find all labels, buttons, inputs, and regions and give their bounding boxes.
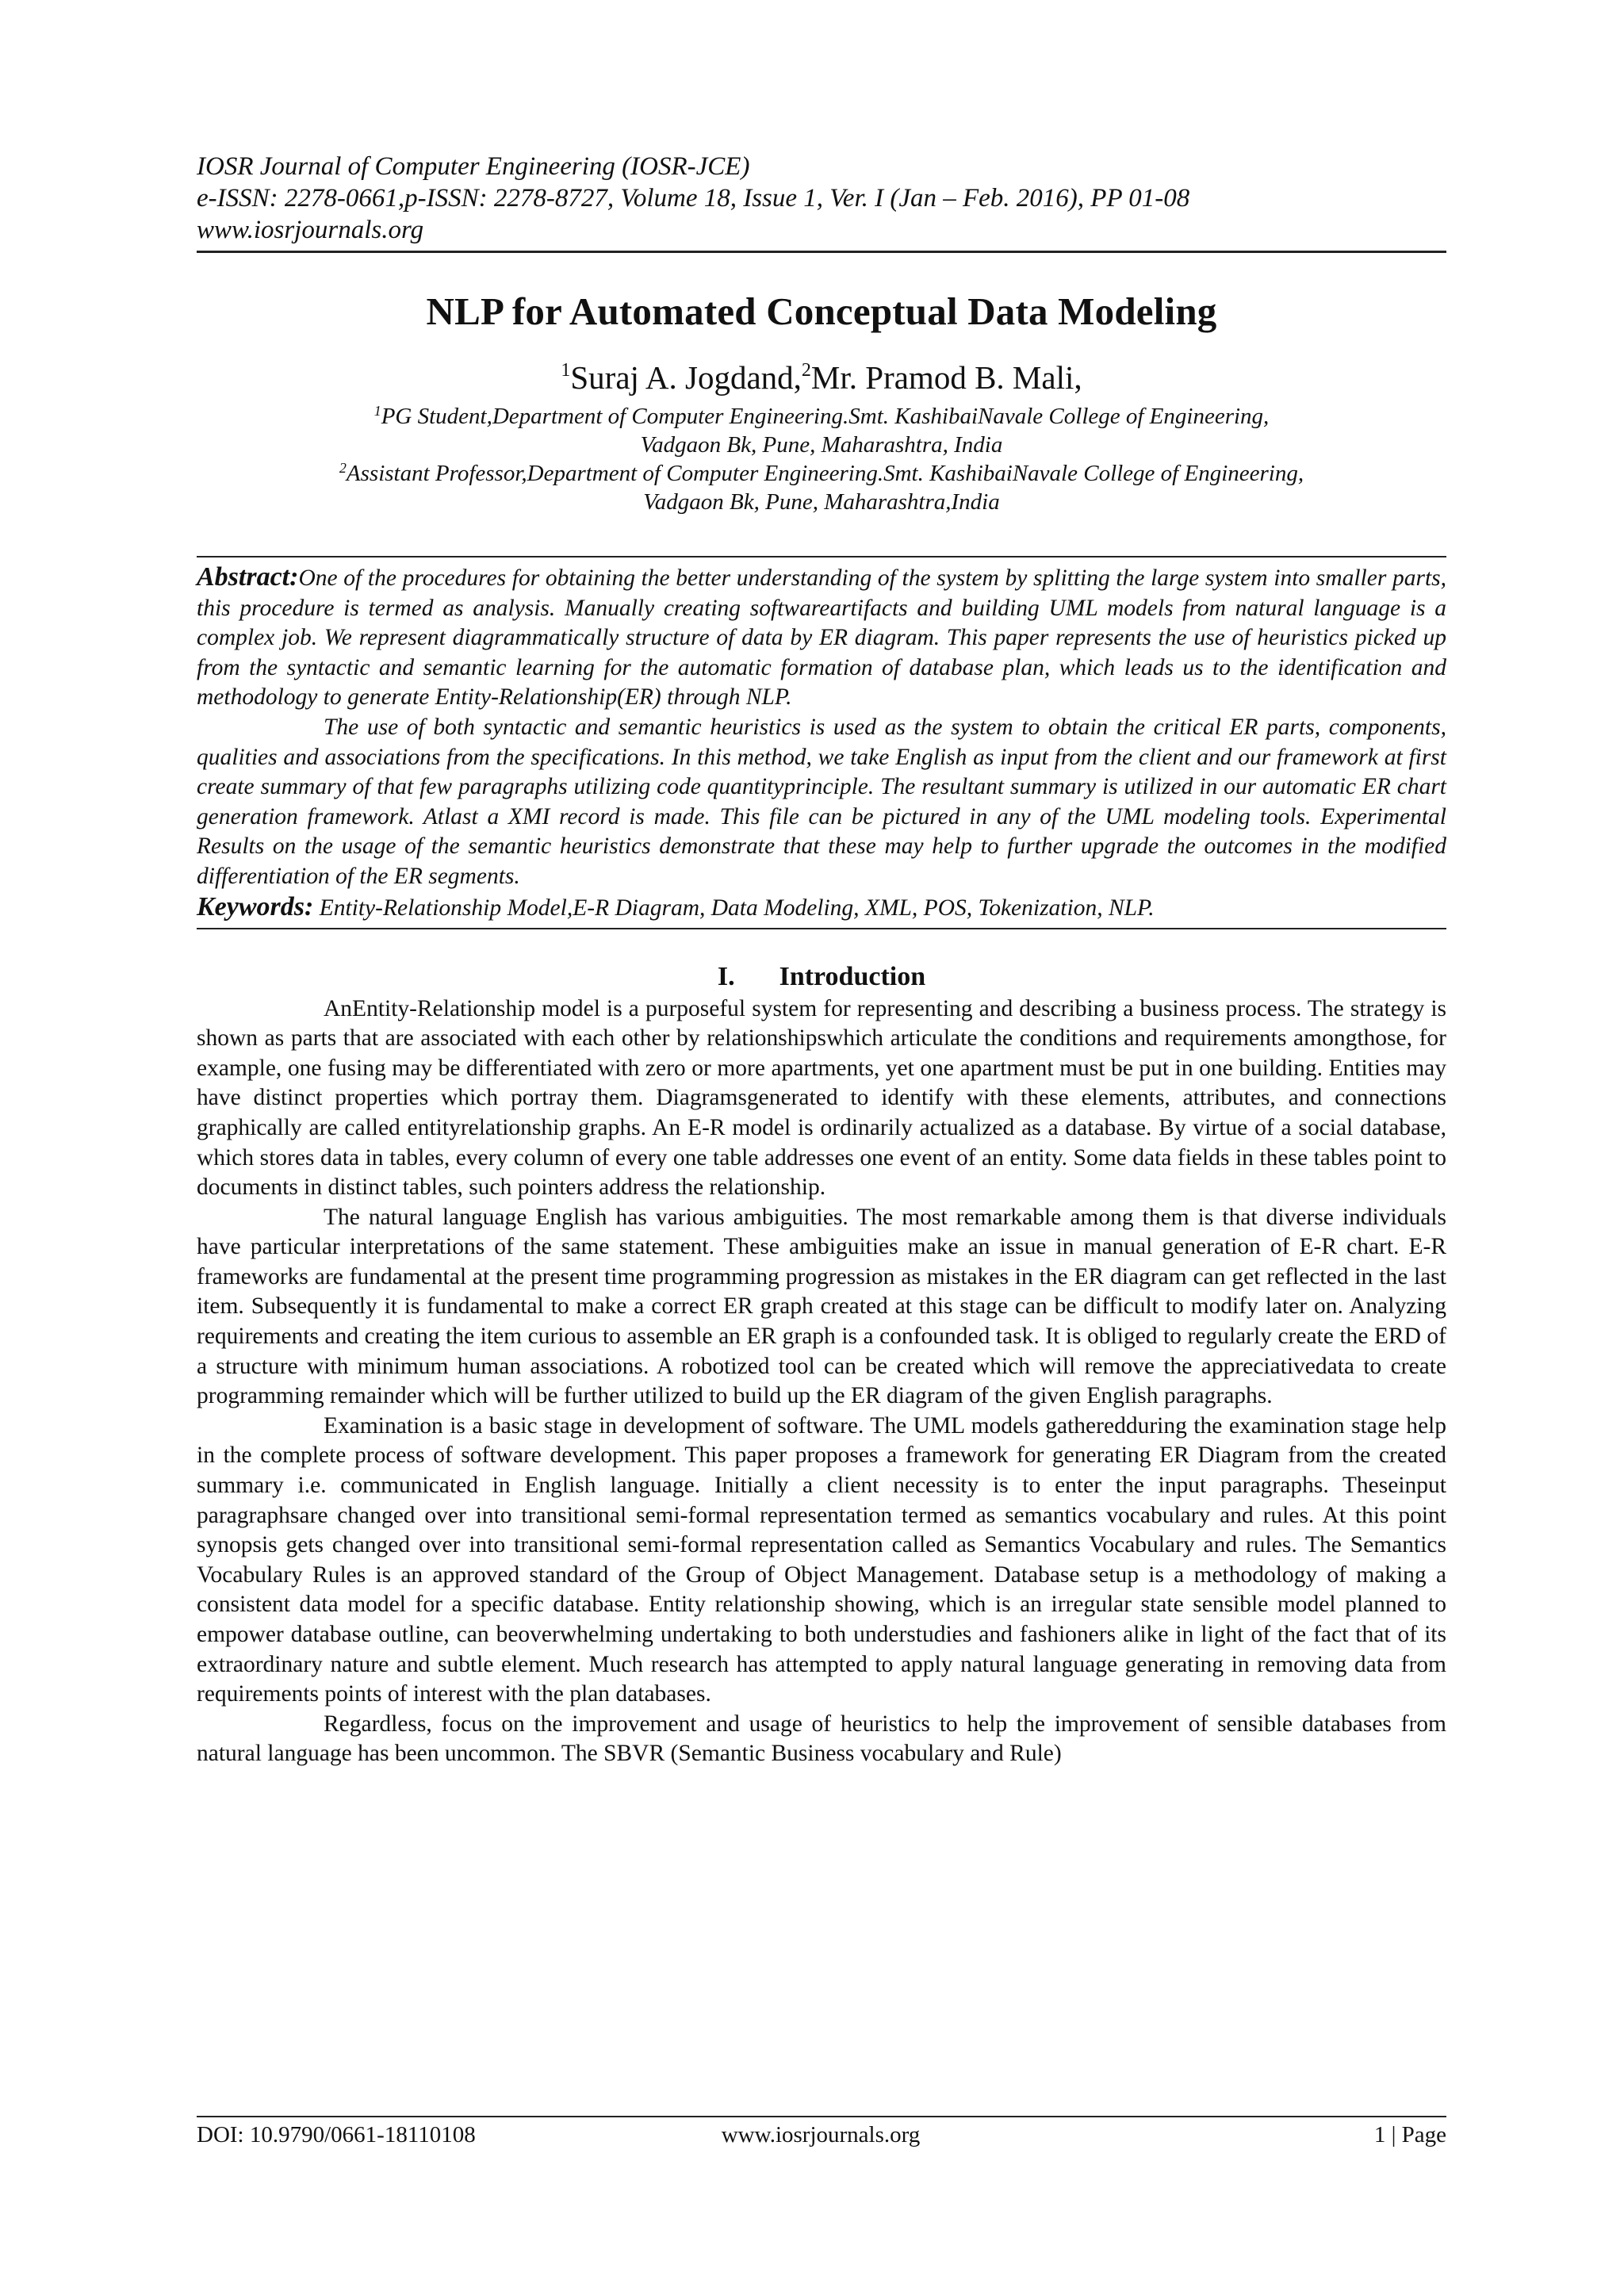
affiliation-2-sup: 2 — [339, 460, 347, 476]
affiliation-1-line1: $^1$PG Student,Department of Computer Engineering.Smt. KashibaiNavale College of Engineering, — [373, 403, 1270, 429]
affiliation-2-line2: Vadgaon Bk, Pune, Maharashtra,India — [643, 489, 1000, 515]
affiliation-1-sup: 1 — [373, 403, 381, 419]
body-paragraph: The natural language English has various ambiguities. The most remarkable among them is that diverse individuals have particular interpretations of the same statement. These ambiguities make an issue in manual generation of E-R chart. E-R frameworks are fundamental at the present time programming progression as mistakes in the ER diagram can get reflected in the last item. Subsequently it is fundamental to make a correct ER graph created at this stage can be difficult to modify later on. Analyzing requirements and creating the item curious to assemble an ER graph is a confounded task. It is obliged to regularly create the ERD of a structure with minimum human associations. A robotized tool can be created which will remove the appreciativedata to create programming remainder which will be further utilized to build up the ER diagram of the given English paragraphs. — [197, 1204, 1446, 1409]
keywords-bottom-rule — [197, 928, 1446, 929]
journal-name: IOSR Journal of Computer Engineering (IOSR-JCE) — [197, 152, 750, 181]
keywords-text: Entity-Relationship Model,E-R Diagram, Data Modeling, XML, POS, Tokenization, NLP. — [313, 895, 1155, 921]
paper-title: NLP for Automated Conceptual Data Modeling — [426, 289, 1217, 333]
keywords — [197, 892, 1446, 923]
body-paragraph: Regardless, focus on the improvement and usage of heuristics to help the improvement of sensible databases from natural language has been uncommon. The SBVR (Semantic Business vocabulary and Rule) — [197, 1711, 1446, 1767]
section-number: I. — [717, 961, 735, 991]
abstract-paragraph-2: The use of both syntactic and semantic heuristics is used as the system to obtain the critical ER parts, components, qualities and associations from the specifications. In this method, we take English as input from the client and our framework at first create summary of that few paragraphs utilizing code quantityprinciple. The resultant summary is utilized in our automatic ER chart generation framework. Atlast a XMI record is made. This file can be pictured in any of the UML modeling tools. Experimental Results on the usage of the semantic heuristics demonstrate that these may help to further upgrade the outcomes in the modified differentiation of the ER segments. — [197, 714, 1446, 889]
header-rule — [197, 251, 1446, 253]
abstract-label: Abstract: — [197, 562, 299, 592]
section-title: Introduction — [779, 961, 926, 991]
affiliation-1-line2: Vadgaon Bk, Pune, Maharashtra, India — [640, 432, 1003, 458]
footer-website: www.iosrjournals.org — [721, 2122, 921, 2147]
journal-header — [197, 151, 1446, 246]
authors — [197, 358, 1446, 397]
affiliation-2-line1: $^2$Assistant Professor,Department of Computer Engineering.Smt. KashibaiNavale College of Engineering, — [339, 460, 1304, 486]
footer-rule — [197, 2116, 1446, 2117]
body-text — [197, 994, 1446, 1769]
abstract — [197, 562, 1446, 892]
author-2-sup: 2 — [801, 360, 811, 381]
abstract-top-rule — [197, 556, 1446, 557]
footer-page-number: 1 | Page — [1373, 2122, 1446, 2147]
body-paragraph: Examination is a basic stage in development of software. The UML models gatheredduring the examination stage help in the complete process of software development. This paper proposes a framework for generating ER Diagram from the created summary i.e. communicated in English language. Initially a client necessity is to enter the input paragraphs. Theseinput paragraphsare changed over into transitional semi-formal representation termed as semantics vocabulary and rules. At this point synopsis gets changed over into transitional semi-formal representation called as Semantics Vocabulary and rules. The Semantics Vocabulary Rules is an approved standard of the Group of Object Management. Database setup is a methodology of making a consistent data model for a specific database. Entity relationship showing, which is an irregular state sensible model planned to empower database outline, can beoverwhelming undertaking to both understudies and fashioners alike in light of the fact that of its extraordinary nature and subtle element. Much research has attempted to apply natural language generating in removing data from requirements points of interest with the plan databases. — [197, 1412, 1446, 1707]
author-1: Suraj A. Jogdand, — [570, 359, 802, 396]
section-heading — [197, 961, 1446, 993]
journal-website: www.iosrjournals.org — [197, 216, 424, 244]
author-2: Mr. Pramod B. Mali, — [810, 359, 1082, 396]
affiliations — [197, 402, 1446, 516]
paper-page — [197, 151, 1446, 1769]
author-1-sup: 1 — [561, 360, 571, 381]
abstract-paragraph-1: Abstract:One of the procedures for obtaining the better understanding of the system by splitting the large system into smaller parts, this procedure is termed as analysis. Manually creating softwareartifacts and building UML models from natural language is a complex job. We represent diagrammatically structure of data by ER diagram. This paper represents the use of heuristics picked up from the syntactic and semantic learning for the automatic formation of database plan, which leads us to the identification and methodology to generate Entity-Relationship(ER) through NLP. — [197, 562, 1446, 711]
keywords-label: Keywords: — [197, 891, 314, 921]
journal-issn: e-ISSN: 2278-0661,p-ISSN: 2278-8727, Volume 18, Issue 1, Ver. I (Jan – Feb. 2016), PP 01-08 — [197, 184, 1190, 213]
body-paragraph: AnEntity-Relationship model is a purposeful system for representing and describing a business process. The strategy is shown as parts that are associated with each other by relationshipswhich articulate the conditions and requirements amongthose, for example, one fusing may be differentiated with zero or more apartments, yet one apartment must be put in one building. Entities may have distinct properties which portray them. Diagramsgenerated to identify with these elements, attributes, and connections graphically are called entityrelationship graphs. An E-R model is ordinarily actualized as a database. By virtue of a social database, which stores data in tables, every column of every one table addresses one event of an entity. Some data fields in these tables point to documents in distinct tables, such pointers address the relationship. — [197, 995, 1446, 1201]
footer-doi: DOI: 10.9790/0661-18110108 — [197, 2122, 476, 2147]
